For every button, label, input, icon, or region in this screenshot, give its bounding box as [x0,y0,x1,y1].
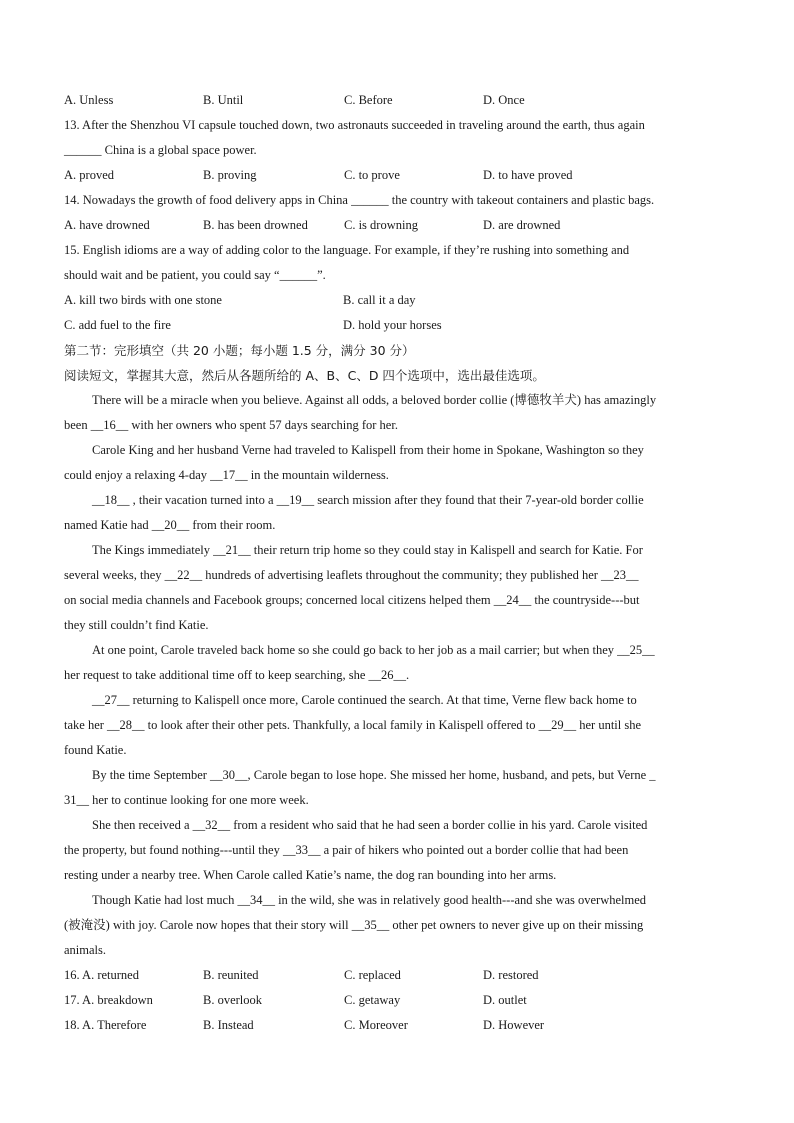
passage-line: could enjoy a relaxing 4-day __17__ in the mountain wilderness. [64,468,389,482]
paragraph-7 [64,763,732,813]
q13-options [64,163,732,188]
option-d: D. However [483,1018,545,1032]
passage-line: found Katie. [64,743,127,757]
passage-line: 31__ her to continue looking for one more week. [64,793,309,807]
paragraph-6 [64,688,732,763]
option-d: D. restored [483,968,539,982]
passage-line: the property, but found nothing---until they __33__ a pair of hikers who pointed out a border collie that had been [64,843,629,857]
option-c: C. add fuel to the fire [64,318,171,332]
passage-line: (被淹没) with joy. Carole now hopes that their story will __35__ other pet owners to never give up on their missing [64,918,644,932]
option-a: 17. A. breakdown [64,993,153,1007]
passage-line: Though Katie had lost much __34__ in the wild, she was in relatively good health---and she was overwhelmed [92,893,647,907]
q16-options [64,963,732,988]
option-c: C. to prove [344,168,400,182]
option-a: A. proved [64,168,114,182]
paragraph-5 [64,638,732,688]
passage-line: resting under a nearby tree. When Carole called Katie’s name, the dog ran bounding into her arms. [64,868,557,882]
q15-stem-line1: 15. English idioms are a way of adding color to the language. For example, if they’re rushing into something and [64,243,630,257]
paragraph-3 [64,488,732,538]
q13-stem-line1: 13. After the Shenzhou VI capsule touched down, two astronauts succeeded in traveling around the earth, thus again [64,118,645,132]
option-b: B. has been drowned [203,218,308,232]
passage [64,388,732,963]
option-b: B. proving [203,168,257,182]
paragraph-4 [64,538,732,638]
passage-line: The Kings immediately __21__ their return trip home so they could stay in Kalispell and search for Katie. For [92,543,643,557]
option-c: C. Before [344,93,393,107]
option-d: D. to have proved [483,168,573,182]
option-b: B. Instead [203,1018,254,1032]
passage-line: take her __28__ to look after their other pets. Thankfully, a local family in Kalispell offered to __29__ her until she [64,718,642,732]
q14-stem-line1: 14. Nowadays the growth of food delivery apps in China ______ the country with takeout containers and plastic bags. [64,193,655,207]
option-c: C. getaway [344,993,401,1007]
q15-options-row1 [64,288,732,313]
paragraph-1 [64,388,732,438]
paragraph-2 [64,438,732,488]
passage-line: At one point, Carole traveled back home so she could go back to her job as a mail carrier; but when they __25__ [92,643,655,657]
passage-line: animals. [64,943,107,957]
option-d: D. are drowned [483,218,561,232]
section-title: 第二节：完形填空（共 20 小题；每小题 1.5 分，满分 30 分） [64,343,415,358]
option-d: D. Once [483,93,525,107]
option-d: D. outlet [483,993,527,1007]
passage-line: Carole King and her husband Verne had traveled to Kalispell from their home in Spokane, Washington so they [92,443,644,457]
q14-options [64,213,732,238]
passage-line: __27__ returning to Kalispell once more, Carole continued the search. At that time, Verne flew back home to [92,693,637,707]
q18-options [64,1013,732,1038]
option-b: B. Until [203,93,244,107]
page-content [64,88,732,1038]
paragraph-8 [64,813,732,888]
passage-line: There will be a miracle when you believe. Against all odds, a beloved border collie (博德牧羊犬) has amazingly [92,393,657,407]
passage-line: __18__ , their vacation turned into a __19__ search mission after they found that their 7-year-old border collie [92,493,644,507]
option-c: C. replaced [344,968,401,982]
option-a: A. have drowned [64,218,150,232]
q17-options [64,988,732,1013]
option-c: C. Moreover [344,1018,408,1032]
paragraph-9 [64,888,732,963]
passage-line: her request to take additional time off to keep searching, she __26__. [64,668,410,682]
option-a: A. Unless [64,93,114,107]
passage-line: they still couldn’t find Katie. [64,618,209,632]
q13-stem-line2: ______ China is a global space power. [64,143,257,157]
q12-options [64,88,732,113]
passage-line: on social media channels and Facebook groups; concerned local citizens helped them __24__ the countryside---but [64,593,640,607]
q15-options-row2 [64,313,732,338]
option-a: A. kill two birds with one stone [64,293,222,307]
passage-line: By the time September __30__, Carole began to lose hope. She missed her home, husband, and pets, but Verne _ [92,768,656,782]
section-instruction: 阅读短文，掌握其大意，然后从各题所给的 A、B、C、D 四个选项中，选出最佳选项。 [64,368,545,383]
option-b: B. reunited [203,968,259,982]
passage-line: named Katie had __20__ from their room. [64,518,276,532]
passage-line: been __16__ with her owners who spent 57 days searching for her. [64,418,398,432]
option-a: 16. A. returned [64,968,139,982]
option-c: C. is drowning [344,218,418,232]
option-b: B. overlook [203,993,263,1007]
option-b: B. call it a day [343,293,416,307]
passage-line: several weeks, they __22__ hundreds of advertising leaflets throughout the community; they published her __23__ [64,568,639,582]
option-d: D. hold your horses [343,318,442,332]
option-a: 18. A. Therefore [64,1018,147,1032]
passage-line: She then received a __32__ from a resident who said that he had seen a border collie in his yard. Carole visited [92,818,648,832]
q15-stem-line2: should wait and be patient, you could say “______”. [64,268,326,282]
